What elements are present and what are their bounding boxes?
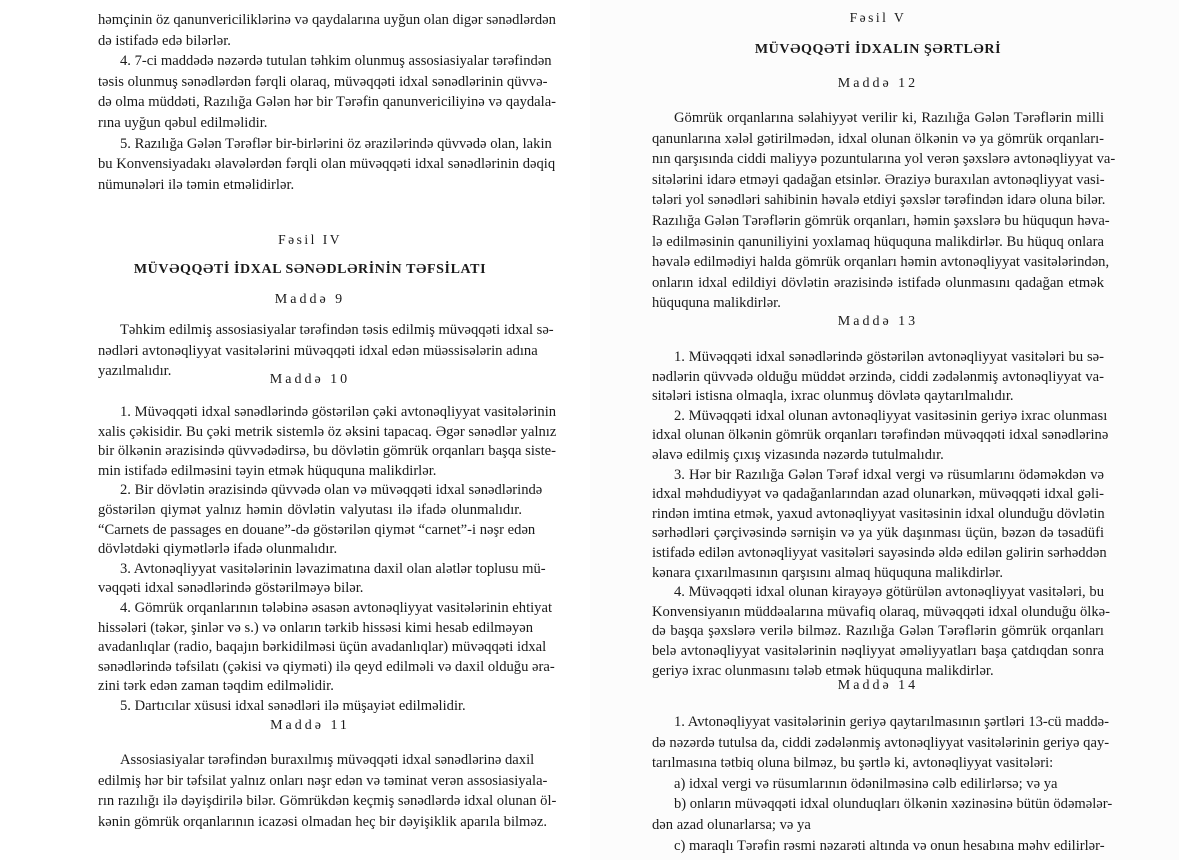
text-line: c) maraqlı Tərəfin rəsmi nəzarəti altında və onun hesabına məhv edilirlər- [674,837,1105,854]
text-line: həmçinin öz qanunvericiliklərinə və qaydalarına uyğun olan digər sənədlərdən [98,12,556,28]
article-text [652,712,1113,856]
text-line: idxal məhdudiyyət və qadağanlarından azad olunarkən, müvəqqəti idxal gəli- [652,486,1104,503]
text-line: 3. Avtonəqliyyat vasitələrinin ləvazimatına daxil olan alətlər toplusu mü- [120,560,546,577]
text-line: belə avtonəqliyyat vasitələrinin nəqliyyat əməliyyatları başa çatdıqdan sonra [652,642,1104,659]
paragraph [98,750,557,832]
right-page [590,0,1179,860]
chapter-title: MÜVƏQQƏTİ İDXAL SƏNƏDLƏRİNİN TƏFSİLATI [133,262,487,277]
text-line: Konvensiyanın müddəalarına müvafiq olaraq, müvəqqəti idxal olunduğu ölkə- [652,603,1110,620]
text-line: təsis olunmuş sənədlərdən fərqli olaraq, müvəqqəti idxal sənədlərinin qüvvə- [98,73,548,90]
text-line: 1. Avtonəqliyyat vasitələrinin geriyə qaytarılmasının şərtləri 13-cü maddə- [674,714,1109,730]
paragraph [98,403,557,481]
text-line: xalis çəkisidir. Bu çəki metrik sistemlə öz əksini tapacaq. Əgər sənədlər yalnız [98,423,557,440]
paragraph [652,794,1113,835]
article-text [652,348,1110,681]
text-line: edilmiş hər bir təfsilat yalnız onları nəşr edən və təminat verən assosiasiyala- [98,772,548,789]
paragraph [652,466,1107,584]
intro-text [98,10,557,195]
paragraph [98,599,555,697]
article-heading: Maddə 14 [837,678,919,693]
text-line: geriyə ixrac olunmasını tələb etmək hüququna malikdirlər. [652,662,994,679]
text-line: a) idxal vergi və rüsumlarının ödənilməsinə cəlb edilirlərsə; və ya [674,775,1058,792]
paragraph [98,134,556,196]
text-line: Razılığa Gələn Tərəflərin gömrük orqanları, həmin şəxslərə bu hüququn həva- [652,212,1110,229]
article-text [652,108,1116,314]
text-line: qanunlarına xələl gətirilmədən, idxal olunan ölkənin və ya gömrük orqanları- [652,130,1104,147]
paragraph [652,407,1109,466]
article-heading: Maddə 12 [837,76,919,91]
paragraph [98,51,557,133]
text-line: rına uyğun qəbul edilməlidir. [98,114,268,131]
text-line: 4. 7-ci maddədə nəzərdə tutulan təhkim olunmuş assosiasiyalar tərəfindən [120,53,552,70]
article-heading: Maddə 13 [837,314,919,329]
text-line: hissələri (təkər, şinlər və s.) və onların tərkib hissəsi kimi hesab edilməyən [98,619,534,636]
text-line: zini tərk edən zaman təqdim edilməlidir. [98,678,334,695]
paragraph [98,560,546,599]
text-line: vəqqəti idxal sənədlərində göstərilməyə bilər. [98,580,364,597]
text-line: avadanlıqlar (radio, baqajın bərkidilməsi üçün avadanlıqlar) müvəqqəti idxal [98,639,547,656]
text-line: Assosiasiyalar tərəfindən buraxılmış müvəqqəti idxal sənədlərinə daxil [120,752,535,768]
text-line: sitələri istisna olmaqla, ixrac olunmuş dövlətə qaytarılmalıdır. [652,388,1014,405]
text-line: b) onların müvəqqəti idxal olunduqları ölkənin xəzinəsinə bütün ödəmələr- [674,796,1113,813]
chapter-label: Fəsil V [849,10,907,25]
text-line: sənədlərində təfsilatı (çəkisi və qiyməti) ilə qeyd edilməli və daxil olduğu əra- [98,658,555,675]
text-line: lə edilməsinin qanuniliyini yoxlamaq hüququna malikdirlər. Bu hüquq onlara [652,233,1104,250]
article-heading: Maddə 10 [269,372,351,387]
text-line: bir ölkənin ərazisində qüvvədədirsə, bu dövlətin gömrük orqanları başqa siste- [98,443,556,460]
text-line: 4. Müvəqqəti idxal olunan kirayəyə götürülən avtonəqliyyat vasitələri, bu [674,584,1104,601]
text-line: 2. Müvəqqəti idxal olunan avtonəqliyyat vasitəsinin geriyə ixrac olunması [674,407,1108,424]
text-line: 5. Razılığa Gələn Tərəflər bir-birlərini öz ərazilərində qüvvədə olan, lakin [120,135,552,152]
text-line: də istifadə edə bilərlər. [98,32,231,49]
text-line: onların idxal edildiyi dövlətin ərazisində istifadə olunmasını qadağan etmək [652,274,1104,291]
text-line: də olma müddəti, Razılığa Gələn hər bir Tərəfin qanunvericiliyinə və qaydala- [98,94,557,111]
text-line: istifadə edilən avtonəqliyyat vasitələri sayəsində əldə edilən gəlirin sərhəddən [652,544,1107,561]
paragraph [98,481,543,559]
text-line: nümunələri ilə təmin etməlidirlər. [98,176,295,193]
text-line: 1. Müvəqqəti idxal sənədlərində göstərilən çəki avtonəqliyyat vasitələrinin [120,404,557,420]
text-line: əlavə edilmiş çıxış vizasında nəzərdə tutulmalıdır. [652,446,944,463]
text-line: rindən imtina etmək, yaxud avtonəqliyyat vasitəsinin idxal olunduğu dövlətin [652,505,1105,522]
text-line: sitələrini idarə etməyi qadağan etsinlər. Əraziyə buraxılan avtonəqliyyat vasi- [652,171,1105,188]
paragraph [652,108,1116,314]
text-line: 4. Gömrük orqanlarının tələbinə əsasən avtonəqliyyat vasitələrinin ehtiyat [120,599,553,616]
paragraph [98,10,556,51]
text-line: min istifadə edilməsini təyin etmək hüququna malikdirlər. [98,462,437,479]
text-line: 1. Müvəqqəti idxal sənədlərində göstərilən avtonəqliyyat vasitələri bu sə- [674,349,1104,365]
chapter-title: MÜVƏQQƏTİ İDXALIN ŞƏRTLƏRİ [754,42,1002,57]
text-line: nədlərin qüvvədə olduğu müddət ərzində, ciddi zədələnmiş avtonəqliyyat va- [652,368,1104,385]
chapter-label: Fəsil IV [278,232,342,247]
text-line: hüququna malikdirlər. [652,295,781,312]
article-heading: Maddə 9 [274,292,346,307]
text-line: Təhkim edilmiş assosiasiyalar tərəfindən təsis edilmiş müvəqqəti idxal sə- [120,322,554,338]
text-line: tarılmasına tətbiq oluna bilməz, bu şərtlə ki, avtonəqliyyat vasitələri: [652,755,1054,772]
paragraph [652,774,1104,795]
text-line: tələri yol sənədləri sahibinin həvalə etdiyi şəxslər tərəfindən idarə oluna bilər. [652,192,1106,209]
text-line: dövlətdəki qiymətlərlə ifadə olunmalıdır. [98,541,338,558]
text-line: həvalə edilmədiyi halda gömrük orqanları həmin avtonəqliyyat vasitələrindən, [652,254,1110,271]
text-line: yazılmalıdır. [98,363,172,380]
text-line: də başqa şəxslərə verilə bilməz. Razılığa Gələn Tərəflərin gömrük orqanları [652,623,1104,640]
text-line: göstərilən qiymət yalnız həmin dövlətin valyutası ilə ifadə olunmalıdır. [98,501,522,518]
text-line: 2. Bir dövlətin ərazisində qüvvədə olan və müvəqqəti idxal sənədlərində [120,482,543,499]
paragraph [652,836,1104,857]
text-line: 3. Hər bir Razılığa Gələn Tərəf idxal vergi və rüsumlarını ödəməkdən və [674,466,1104,483]
text-line: kənin gömrük orqanlarının icazəsi olmadan heç bir dəyişiklik aparıla bilməz. [98,813,548,830]
article-text [98,750,557,832]
text-line: dən azad olunarlarsa; və ya [652,816,811,833]
paragraph [652,712,1110,774]
paragraph [652,348,1104,407]
article-heading: Maddə 11 [270,718,350,733]
article-text [98,403,557,717]
text-line: Gömrük orqanlarına səlahiyyət verilir ki, Razılığa Gələn Tərəflərin milli [674,110,1104,126]
text-line: də nəzərdə tutulsa da, ciddi zədələnmiş avtonəqliyyat vasitələrinin geriyə qay- [652,734,1110,751]
text-line: nədləri avtonəqliyyat vasitələrini müvəqqəti idxal edən müəssisələrin adına [98,342,538,359]
text-line: sərhədləri çərçivəsində sərnişin və ya yük daşınması üçün, bəzən də təsadüfi [652,525,1104,542]
text-line: bu Konvensiyadakı əlavələrdən fərqli olan müvəqqəti idxal sənədlərinin dəqiq [98,156,556,173]
text-line: nın qarşısında ciddi maliyyə pozuntularına yol verən şəxslərə avtonəqliyyat va- [652,151,1116,168]
text-line: “Carnets de passages en douane”-də göstərilən qiymət “carnet”-i nəşr edən [98,521,536,538]
text-line: rın razılığı ilə dəyişdirilə bilər. Gömrükdən keçmiş sənədlərdə idxal olunan öl- [98,793,557,810]
text-line: 5. Dartıcılar xüsusi idxal sənədləri ilə müşayiət edilməlidir. [120,697,466,714]
paragraph [98,697,522,717]
text-line: kənara çıxarılmasının qarşısını almaq hüququna malikdirlər. [652,564,1003,581]
text-line: idxal olunan ölkənin gömrük orqanları tərəfindən müvəqqəti idxal sənədlərinə [652,427,1109,444]
paragraph [652,583,1110,681]
